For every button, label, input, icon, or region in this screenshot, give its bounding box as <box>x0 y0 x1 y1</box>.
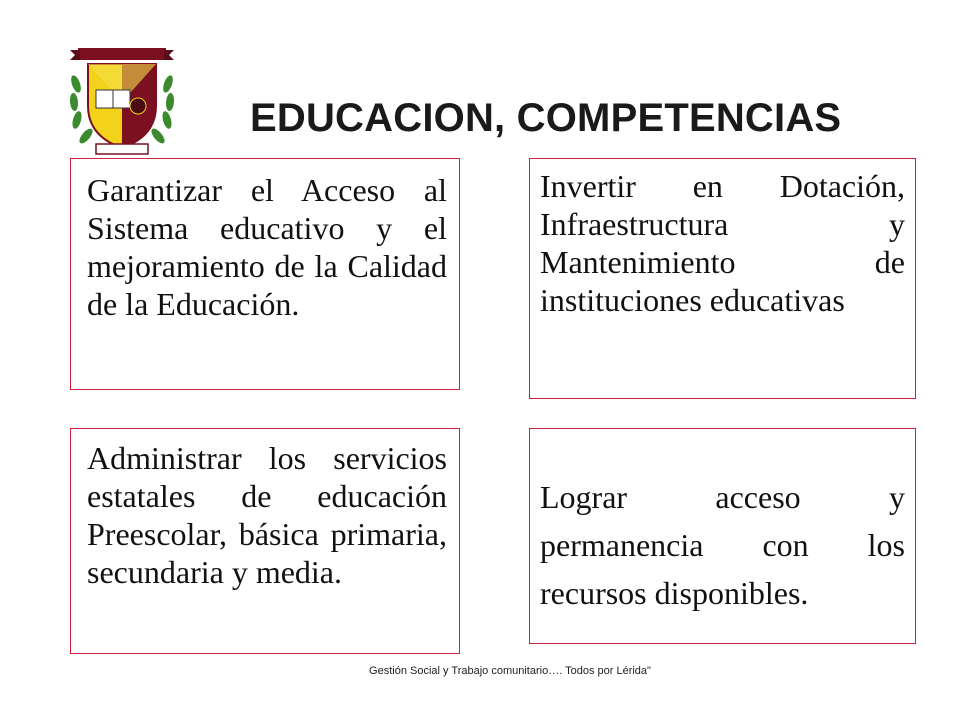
objective-box-investment <box>529 158 916 399</box>
objective-text: Invertir en Dotación, Infraestructura y Mantenimiento de instituciones educativas <box>540 168 905 318</box>
objective-text: Administrar los servicios estatales de educación Preescolar, básica primaria, secundaria y media. <box>87 440 447 590</box>
objective-box-access <box>70 158 460 390</box>
shield-emblem-logo <box>66 44 178 160</box>
shield-emblem-icon <box>66 44 178 160</box>
objective-text: Lograr acceso y permanencia con los recursos disponibles. <box>540 479 905 611</box>
objective-box-administration <box>70 428 460 654</box>
objective-text: Garantizar el Acceso al Sistema educativo y el mejoramiento de la Calidad de la Educación. <box>87 172 447 322</box>
footer-text: Gestión Social y Trabajo comunitario…. Todos por Lérida" <box>369 665 651 677</box>
page-title: EDUCACION, COMPETENCIAS <box>250 96 842 140</box>
objective-box-permanence <box>529 428 916 644</box>
